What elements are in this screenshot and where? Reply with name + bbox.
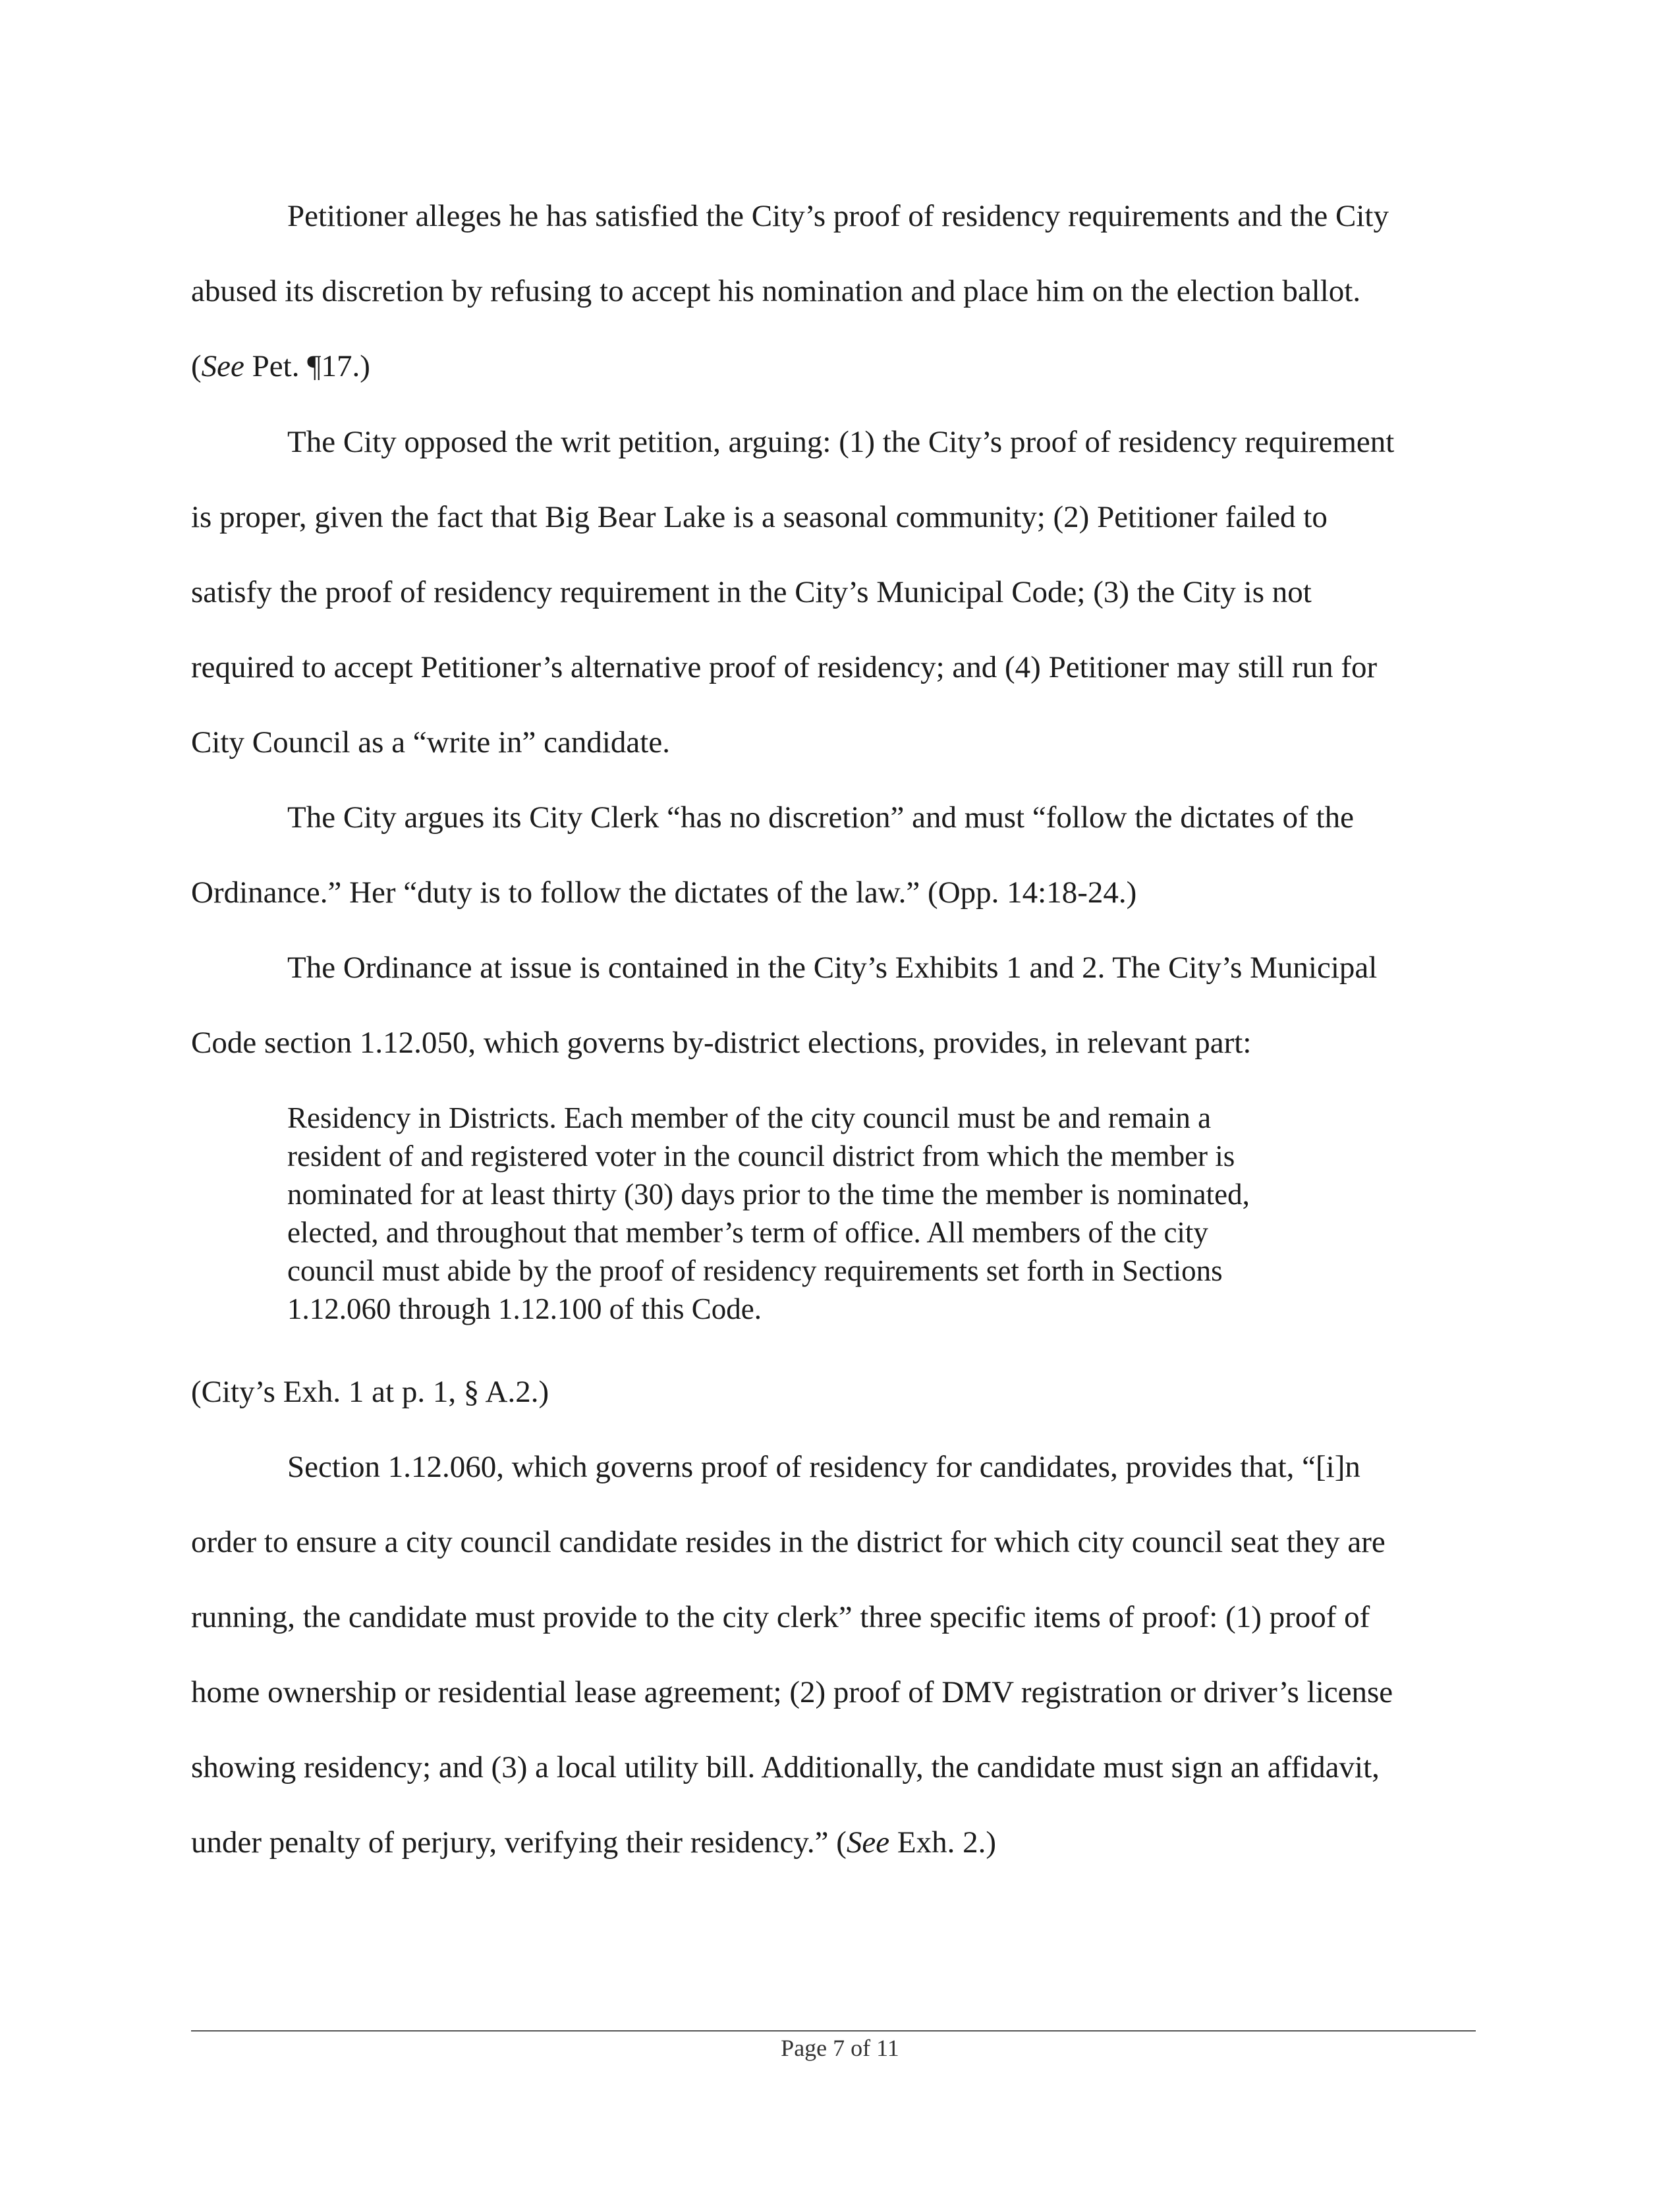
paragraph-2-line-1: The City opposed the writ petition, arguing: (1) the City’s proof of residency requirement <box>287 425 1395 459</box>
signal-see: See <box>846 1825 890 1860</box>
paren-open: ( <box>191 349 202 383</box>
paragraph-2-line-3: satisfy the proof of residency requirement in the City’s Municipal Code; (3) the City is not <box>191 575 1312 609</box>
quote-end: under penalty of perjury, verifying their residency.” ( <box>191 1825 847 1860</box>
signal-see: See <box>201 349 244 383</box>
block-quote-line-4: elected, and throughout that member’s term of office. All members of the city <box>287 1216 1208 1249</box>
exh-citation: Exh. 2.) <box>889 1825 996 1860</box>
paragraph-3-line-2: Ordinance.” Her “duty is to follow the dictates of the law.” (Opp. 14:18-24.) <box>191 875 1137 910</box>
block-quote-line-3: nominated for at least thirty (30) days prior to the time the member is nominated, <box>287 1178 1250 1211</box>
paragraph-5-line-4: home ownership or residential lease agreement; (2) proof of DMV registration or driver’s license <box>191 1675 1393 1709</box>
paragraph-1-line-1: Petitioner alleges he has satisfied the City’s proof of residency requirements and the City <box>287 199 1389 233</box>
paragraph-5-line-2: order to ensure a city council candidate resides in the district for which city council seat they are <box>191 1525 1386 1559</box>
block-quote-line-2: resident of and registered voter in the council district from which the member is <box>287 1140 1235 1173</box>
block-quote <box>287 1099 1407 1328</box>
paragraph-5-line-5: showing residency; and (3) a local utility bill. Additionally, the candidate must sign an affidavit, <box>191 1750 1380 1784</box>
footer-rule <box>191 2030 1476 2032</box>
block-quote-line-1: Residency in Districts. Each member of the city council must be and remain a <box>287 1101 1212 1134</box>
paragraph-5-line-6 <box>191 1824 996 1861</box>
paragraph-5-line-3: running, the candidate must provide to the city clerk” three specific items of proof: (1) proof of <box>191 1600 1370 1634</box>
block-quote-line-6: 1.12.060 through 1.12.100 of this Code. <box>287 1292 762 1325</box>
paragraph-1-line-3 <box>191 348 370 385</box>
paragraph-2-line-2: is proper, given the fact that Big Bear Lake is a seasonal community; (2) Petitioner failed to <box>191 500 1328 534</box>
paragraph-5-line-1: Section 1.12.060, which governs proof of residency for candidates, provides that, “[i]n <box>287 1450 1360 1484</box>
paragraph-1-line-2: abused its discretion by refusing to accept his nomination and place him on the election ballot. <box>191 274 1361 308</box>
paragraph-4-line-1: The Ordinance at issue is contained in the City’s Exhibits 1 and 2. The City’s Municipal <box>287 951 1378 985</box>
exhibit-citation: (City’s Exh. 1 at p. 1, § A.2.) <box>191 1375 549 1409</box>
paragraph-2-line-5: City Council as a “write in” candidate. <box>191 725 670 760</box>
page-number: Page 7 of 11 <box>781 2035 899 2061</box>
paragraph-4-line-2: Code section 1.12.050, which governs by-district elections, provides, in relevant part: <box>191 1026 1252 1060</box>
pet-citation: Pet. ¶17.) <box>244 349 370 383</box>
paragraph-3-line-1: The City argues its City Clerk “has no discretion” and must “follow the dictates of the <box>287 800 1354 835</box>
block-quote-line-5: council must abide by the proof of residency requirements set forth in Sections <box>287 1254 1223 1287</box>
paragraph-2-line-4: required to accept Petitioner’s alternative proof of residency; and (4) Petitioner may still run for <box>191 650 1378 684</box>
